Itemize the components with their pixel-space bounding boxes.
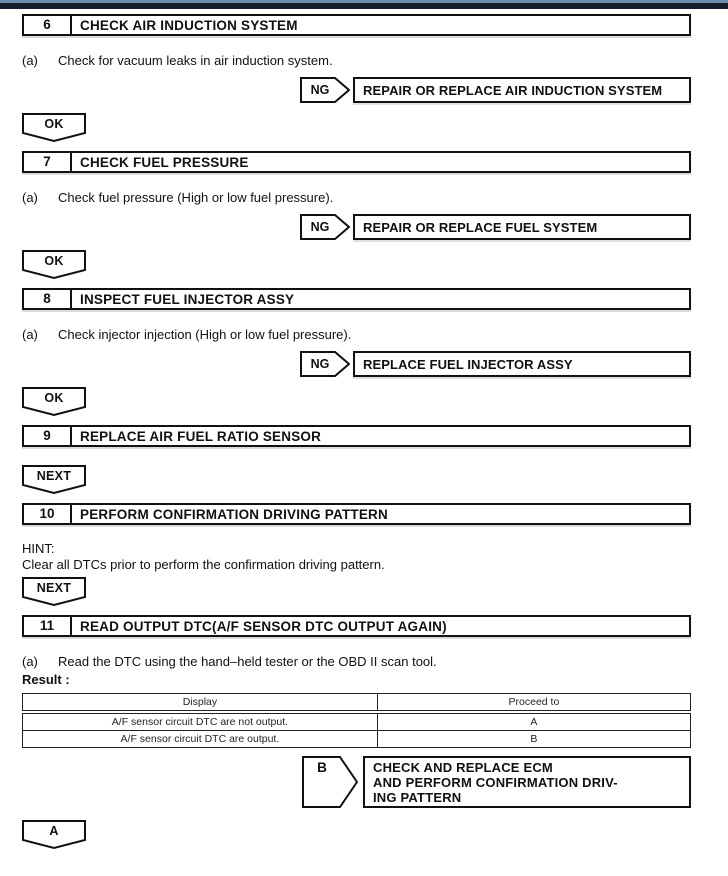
result-table-body: [22, 713, 691, 748]
procedure-item: [22, 654, 691, 669]
result-table: [22, 693, 691, 748]
step-title: CHECK AIR INDUCTION SYSTEM: [80, 17, 298, 33]
step-10-header: [22, 503, 691, 525]
branch-action-box: [363, 756, 691, 808]
ng-action-box: REPAIR OR REPLACE FUEL SYSTEM: [353, 214, 691, 240]
step-title: PERFORM CONFIRMATION DRIVING PATTERN: [80, 506, 388, 522]
ng-arrow-icon: [300, 77, 350, 103]
branch-b-label: B: [317, 759, 327, 775]
branch-b-arrow-icon: [302, 756, 358, 808]
item-label: (a): [22, 190, 38, 205]
step-11-header: [22, 615, 691, 637]
step-title: INSPECT FUEL INJECTOR ASSY: [80, 291, 295, 307]
step-title: READ OUTPUT DTC(A/F SENSOR DTC OUTPUT AGAIN): [80, 618, 447, 634]
item-label: (a): [22, 654, 38, 669]
step-number: 10: [24, 505, 72, 523]
branch-b-row: [302, 756, 691, 808]
item-text: Check injector injection (High or low fuel pressure).: [58, 327, 352, 342]
hint-text: Clear all DTCs prior to perform the confirmation driving pattern.: [22, 557, 385, 572]
ng-branch-row: [300, 214, 691, 240]
step-number: 8: [24, 290, 72, 308]
ng-label: NG: [310, 357, 330, 371]
step-number: 9: [24, 427, 72, 445]
proceed-cell: B: [530, 733, 538, 745]
ng-label: NG: [310, 83, 330, 97]
ok-banner: [22, 387, 86, 417]
top-accent-dark-stripe: [0, 3, 728, 9]
item-label: (a): [22, 53, 38, 68]
procedure-item: [22, 190, 691, 205]
column-header-display: Display: [23, 694, 378, 710]
item-text: Check for vacuum leaks in air induction system.: [58, 53, 333, 68]
step-6-header: [22, 14, 691, 36]
branch-action-line: AND PERFORM CONFIRMATION DRIV-: [373, 774, 618, 790]
result-table-header-row: [22, 693, 691, 711]
proceed-cell: A: [530, 716, 538, 728]
item-text: Check fuel pressure (High or low fuel pressure).: [58, 190, 334, 205]
branch-action-line: CHECK AND REPLACE ECM: [373, 759, 553, 775]
ng-arrow-icon: [300, 351, 350, 377]
ng-branch-row: [300, 77, 691, 103]
ok-banner: [22, 250, 86, 280]
ng-branch-row: [300, 351, 691, 377]
ng-action-box: REPLACE FUEL INJECTOR ASSY: [353, 351, 691, 377]
procedure-item: [22, 327, 691, 342]
ok-banner: [22, 113, 86, 143]
procedure-item: [22, 53, 691, 68]
top-accent-bar: [0, 0, 728, 9]
ok-label: OK: [44, 254, 64, 268]
next-label: NEXT: [36, 469, 72, 483]
step-number: 7: [24, 153, 72, 171]
step-number: 6: [24, 16, 72, 34]
item-label: (a): [22, 327, 38, 342]
terminal-a-banner: [22, 820, 86, 850]
step-title: REPLACE AIR FUEL RATIO SENSOR: [80, 428, 322, 444]
ng-label: NG: [310, 220, 330, 234]
next-label: NEXT: [36, 581, 72, 595]
item-text: Read the DTC using the hand–held tester or the OBD II scan tool.: [58, 654, 437, 669]
table-row: [23, 714, 690, 730]
ng-action-box: REPAIR OR REPLACE AIR INDUCTION SYSTEM: [353, 77, 691, 103]
step-title: CHECK FUEL PRESSURE: [80, 154, 249, 170]
table-row: [23, 730, 690, 747]
next-banner: [22, 577, 86, 607]
step-number: 11: [24, 617, 72, 635]
result-label: Result :: [22, 672, 70, 687]
hint-label: HINT:: [22, 541, 55, 556]
display-cell: A/F sensor circuit DTC are not output.: [23, 714, 378, 730]
next-banner: [22, 465, 86, 495]
step-7-header: [22, 151, 691, 173]
step-8-header: [22, 288, 691, 310]
branch-action-line: ING PATTERN: [373, 789, 462, 805]
ng-arrow-icon: [300, 214, 350, 240]
terminal-a-label: A: [49, 824, 59, 838]
display-cell: A/F sensor circuit DTC are output.: [23, 731, 378, 747]
ok-label: OK: [44, 117, 64, 131]
step-9-header: [22, 425, 691, 447]
column-header-proceed-to: Proceed to: [508, 696, 560, 708]
ok-label: OK: [44, 391, 64, 405]
diagnostic-procedure-page: [0, 14, 728, 850]
